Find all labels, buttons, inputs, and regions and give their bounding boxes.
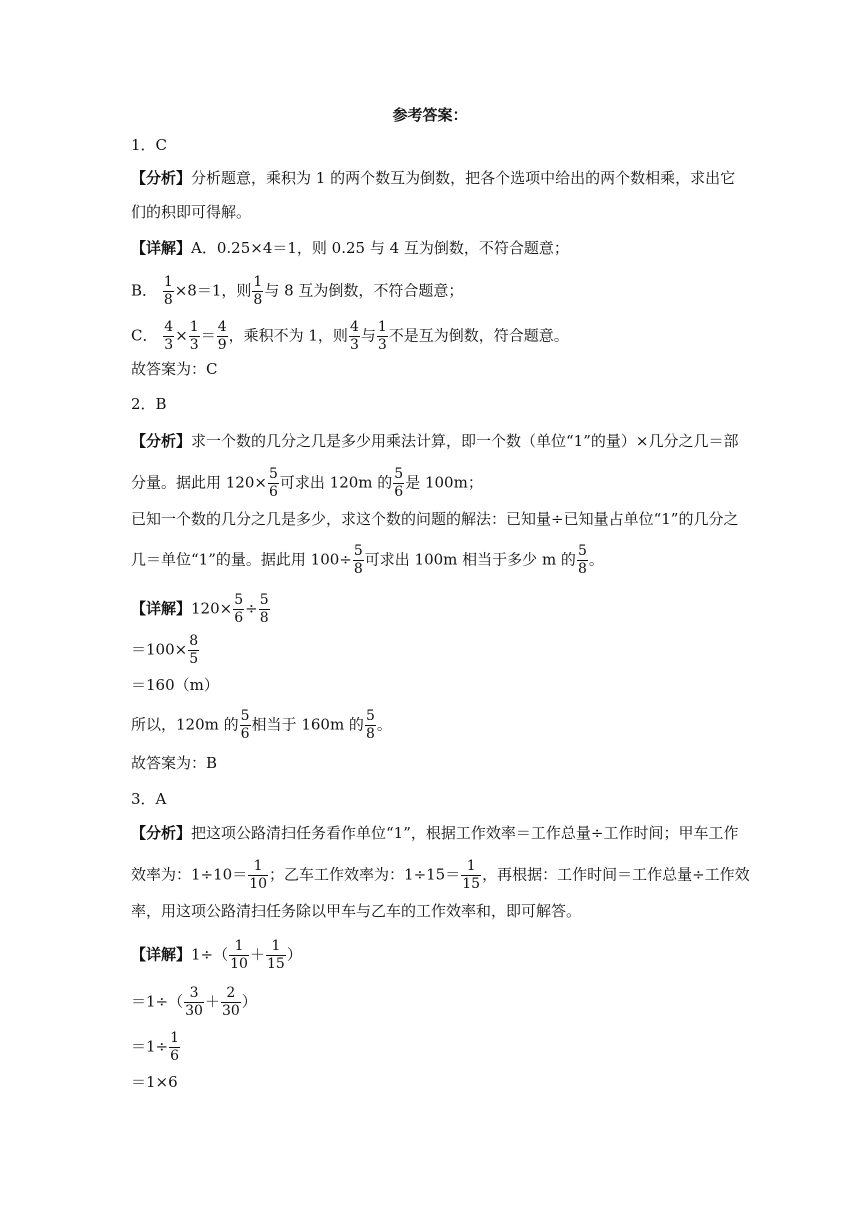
- fraction: $\frac{4}{3}$: [349, 319, 359, 353]
- q1-answer: 故答案为：C: [131, 360, 218, 378]
- fraction: $\frac{1}{15}$: [266, 938, 285, 972]
- analysis-tag: 【分析】: [131, 169, 192, 187]
- fraction: $\frac{5}{6}$: [268, 466, 278, 500]
- q3-analysis-line2: 效率为：1÷10＝ $\frac{1}{10}$ ；乙车工作效率为：1÷15＝ $\frac{1}{15}$ ，再根据：工作时间＝工作总量÷工作效: [131, 858, 750, 892]
- q2-detail-line3: ＝160（m）: [131, 676, 219, 694]
- analysis-tag: 【分析】: [131, 432, 192, 450]
- page-title: 参考答案：: [392, 106, 468, 124]
- q3-number: 3．A: [131, 790, 167, 808]
- fraction: $\frac{2}{30}$: [221, 985, 240, 1019]
- q2-analysis-line3: 已知一个数的几分之几是多少，求这个数的问题的解法：已知量÷已知量占单位“1”的几分之: [131, 510, 739, 528]
- fraction: $\frac{5}{8}$: [353, 543, 363, 577]
- fraction: $\frac{1}{3}$: [377, 319, 387, 353]
- q3-detail-line3: ＝1÷ $\frac{1}{6}$: [131, 1030, 180, 1064]
- fraction: $\frac{8}{5}$: [189, 633, 199, 667]
- fraction: $\frac{1}{10}$: [249, 858, 268, 892]
- q1-analysis-line1: 【分析】分析题意，乘积为 1 的两个数互为倒数，把各个选项中给出的两个数相乘，求出它: [131, 169, 736, 187]
- q3-analysis-line1: 【分析】把这项公路清扫任务看作单位“1”，根据工作效率＝工作总量÷工作时间；甲车工作: [131, 824, 739, 842]
- q2-analysis-line4: 几＝单位“1”的量。据此用 100÷ $\frac{5}{8}$ 可求出 100m 相当于多少 m 的 $\frac{5}{8}$ 。: [131, 543, 604, 577]
- q1-analysis-line2: 们的积即可得解。: [131, 203, 252, 221]
- q2-conclusion: 所以，120m 的 $\frac{5}{6}$ 相当于 160m 的 $\frac{5}{8}$ 。: [131, 708, 392, 742]
- q2-detail-line2: ＝100× $\frac{8}{5}$: [131, 633, 199, 667]
- q1-detail-a: 【详解】A．0.25×4＝1，则 0.25 与 4 互为倒数，不符合题意；: [131, 239, 569, 257]
- q2-analysis-line1: 【分析】求一个数的几分之几是多少用乘法计算，即一个数（单位“1”的量）×几分之几＝部: [131, 432, 739, 450]
- q3-detail-line1: 【详解】1÷（ $\frac{1}{10}$ ＋ $\frac{1}{15}$ ）: [131, 938, 302, 972]
- detail-tag: 【详解】: [131, 599, 192, 618]
- fraction: $\frac{5}{8}$: [259, 592, 269, 626]
- fraction: $\frac{5}{8}$: [577, 543, 587, 577]
- fraction: $\frac{3}{30}$: [185, 985, 203, 1019]
- q1-detail-b: B． $\frac{1}{8}$ ×8＝1，则 $\frac{1}{8}$ 与 8 互为倒数，不符合题意；: [131, 274, 464, 308]
- fraction: $\frac{1}{8}$: [253, 274, 263, 308]
- fraction: $\frac{5}{6}$: [234, 592, 244, 626]
- q2-answer: 故答案为：B: [131, 754, 218, 772]
- fraction: $\frac{1}{15}$: [462, 858, 481, 892]
- fraction: $\frac{1}{10}$: [230, 938, 248, 972]
- analysis-tag: 【分析】: [131, 824, 192, 842]
- q3-analysis-line3: 率，用这项公路清扫任务除以甲车与乙车的工作效率和，即可解答。: [131, 902, 582, 920]
- q2-number: 2．B: [131, 395, 167, 413]
- fraction: $\frac{1}{6}$: [170, 1030, 180, 1064]
- fraction: $\frac{4}{3}$: [164, 319, 174, 353]
- q3-detail-line2: ＝1÷（ $\frac{3}{30}$ ＋ $\frac{2}{30}$ ）: [131, 985, 257, 1019]
- fraction: $\frac{5}{6}$: [394, 466, 404, 500]
- q2-detail-line1: 【详解】120× $\frac{5}{6}$ ÷ $\frac{5}{8}$: [131, 592, 269, 626]
- fraction: $\frac{1}{3}$: [189, 319, 199, 353]
- q1-detail-c: C． $\frac{4}{3}$ × $\frac{1}{3}$ ＝ $\frac{4}{9}$ ，乘积不为 1，则 $\frac{4}{3}$ 与 $\frac{1}{3}$ 不是互为倒数，符合题意。: [131, 319, 569, 353]
- detail-tag: 【详解】: [131, 945, 192, 964]
- fraction: $\frac{4}{9}$: [217, 319, 227, 353]
- fraction: $\frac{5}{6}$: [240, 708, 250, 742]
- q3-detail-line4: ＝1×6: [131, 1073, 178, 1091]
- q2-analysis-line2: 分量。据此用 120× $\frac{5}{6}$ 可求出 120m 的 $\frac{5}{6}$ 是 100m；: [131, 466, 483, 500]
- q1-number: 1．C: [131, 136, 168, 154]
- fraction: $\frac{5}{8}$: [365, 708, 375, 742]
- detail-tag: 【详解】: [131, 239, 192, 257]
- fraction: $\frac{1}{8}$: [163, 274, 173, 308]
